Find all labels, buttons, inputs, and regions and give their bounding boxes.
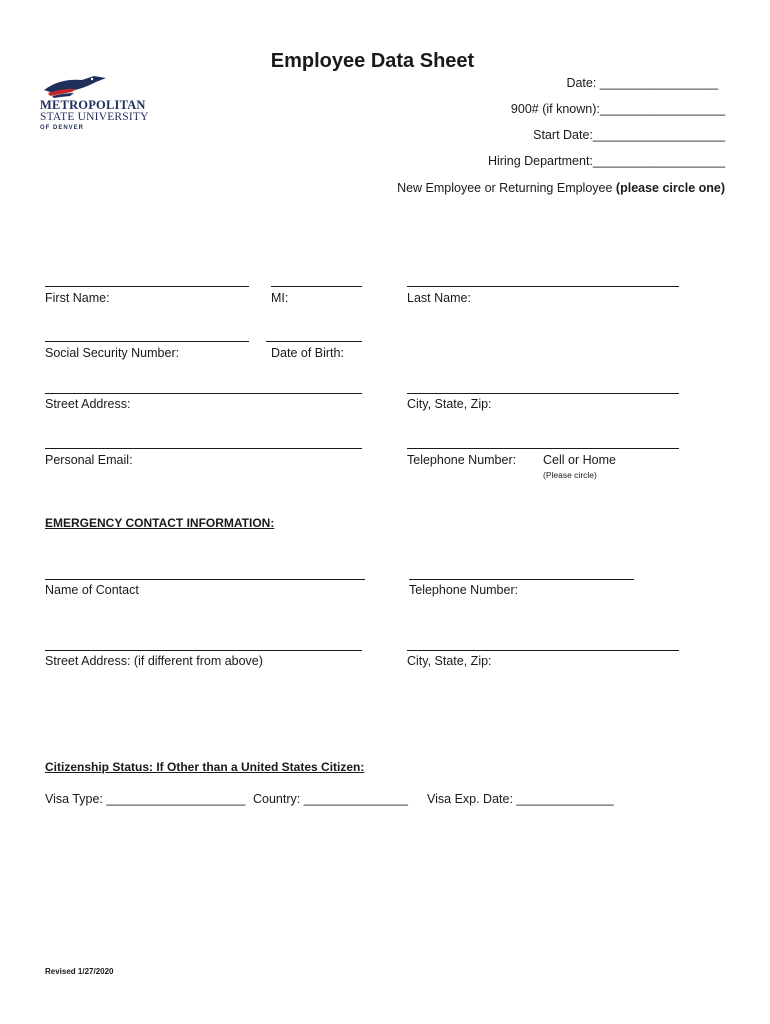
- hiring-department-field[interactable]: Hiring Department:___________________: [488, 154, 725, 168]
- visa-exp-date-field[interactable]: Visa Exp. Date: ______________: [427, 792, 614, 806]
- citizenship-heading: Citizenship Status: If Other than a United States Citizen:: [45, 760, 365, 774]
- street-address-line[interactable]: [45, 393, 362, 394]
- please-circle-note: (Please circle): [543, 470, 597, 480]
- logo-line-2: STATE UNIVERSITY: [40, 111, 149, 123]
- msu-denver-logo: [40, 72, 160, 134]
- country-field[interactable]: Country: _______________: [253, 792, 408, 806]
- date-field[interactable]: Date: _________________: [566, 76, 718, 90]
- emergency-city-label: City, State, Zip:: [407, 654, 492, 668]
- revised-date: Revised 1/27/2020: [45, 967, 114, 976]
- emergency-city-line[interactable]: [407, 650, 679, 651]
- roadrunner-icon: [42, 72, 108, 100]
- emergency-street-label: Street Address: (if different from above): [45, 654, 263, 668]
- logo-line-3: OF DENVER: [40, 125, 85, 131]
- emergency-street-line[interactable]: [45, 650, 362, 651]
- ssn-line[interactable]: [45, 341, 249, 342]
- telephone-label: Telephone Number:: [407, 453, 517, 467]
- emergency-telephone-label: Telephone Number:: [409, 583, 519, 597]
- emergency-name-line[interactable]: [45, 579, 365, 580]
- emergency-contact-heading: EMERGENCY CONTACT INFORMATION:: [45, 516, 275, 530]
- emergency-name-label: Name of Contact: [45, 583, 139, 597]
- dob-line[interactable]: [266, 341, 362, 342]
- personal-email-label: Personal Email:: [45, 453, 133, 467]
- telephone-line[interactable]: [407, 448, 679, 449]
- personal-email-line[interactable]: [45, 448, 362, 449]
- start-date-field[interactable]: Start Date:___________________: [533, 128, 725, 142]
- mi-label: MI:: [271, 291, 289, 305]
- cell-or-home-option[interactable]: Cell or Home: [543, 453, 616, 467]
- last-name-label: Last Name:: [407, 291, 471, 305]
- emergency-telephone-line[interactable]: [409, 579, 634, 580]
- city-state-zip-line[interactable]: [407, 393, 679, 394]
- logo-line-1: METROPOLITAN: [40, 98, 146, 112]
- visa-type-field[interactable]: Visa Type: ____________________: [45, 792, 246, 806]
- mi-line[interactable]: [271, 286, 362, 287]
- first-name-label: First Name:: [45, 291, 110, 305]
- dob-label: Date of Birth:: [271, 346, 344, 360]
- employee-type-text: New Employee or Returning Employee: [397, 181, 616, 195]
- employee-type-instruction: (please circle one): [615, 181, 725, 195]
- city-state-zip-label: City, State, Zip:: [407, 397, 492, 411]
- 900-number-field[interactable]: 900# (if known):__________________: [510, 102, 725, 116]
- employee-type-field[interactable]: [397, 181, 725, 195]
- ssn-label: Social Security Number:: [45, 346, 180, 360]
- first-name-line[interactable]: [45, 286, 249, 287]
- page-title: Employee Data Sheet: [270, 50, 475, 72]
- street-address-label: Street Address:: [45, 397, 131, 411]
- last-name-line[interactable]: [407, 286, 679, 287]
